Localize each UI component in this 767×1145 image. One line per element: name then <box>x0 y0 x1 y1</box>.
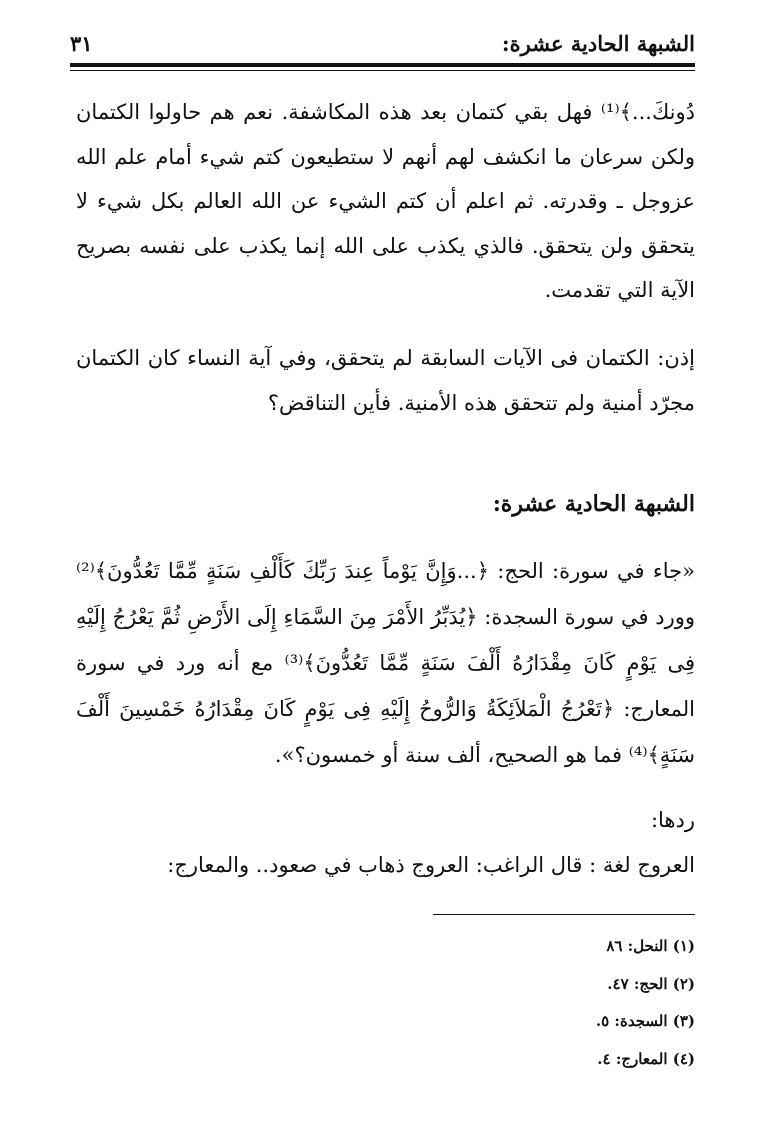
footnote-item: (٣) السجدة: ٥. <box>595 1012 695 1030</box>
footnote-item: (١) النحل: ٨٦ <box>606 937 695 955</box>
running-title: الشبهة الحادية عشرة: <box>501 30 695 56</box>
body-paragraph-3: «جاء في سورة: الحج: ﴿...وَإِنَّ يَوْماً عِندَ رَبِّكَ كَأَلْفِ سَنَةٍ مِّمَّا تَعُدُّونَ﴾⁽²⁾ وورد في سورة السجدة: ﴿يُدَبِّرُ الأَمْرَ مِنَ السَّمَاءِ إِلَى الأَرْضِ ثُمَّ يَعْرُجُ إِلَيْهِ فِى يَوْمٍ كَانَ مِقْدَارُهُ أَلْفَ سَنَةٍ مِّمَّا تَعُدُّونَ﴾⁽³⁾ مع أنه ورد في سورة المعارج: ﴿تَعْرُجُ الْمَلاَئِكَةُ وَالرُّوحُ إِلَيْهِ فِى يَوْمٍ كَانَ مِقْدَارُهُ خَمْسِينَ أَلْفَ سَنَةٍ﴾⁽⁴⁾ فما هو الصحيح، ألف سنة أو خمسون؟». <box>76 559 695 767</box>
header-rule-thin <box>70 70 695 71</box>
header-rule-thick <box>70 63 695 67</box>
footnote-separator <box>433 914 695 915</box>
footnote-item: (٤) المعارج: ٤. <box>597 1049 695 1068</box>
running-header <box>70 26 695 60</box>
body-paragraph-2: إذن: الكتمان فى الآيات السابقة لم يتحقق، وفي آية النساء كان الكتمان مجرّد أمنية ولم تتحقق هذه الأمنية. فأين التناقض؟ <box>76 346 695 415</box>
body-paragraph-4: العروج لغة : قال الراغب: العروج ذهاب في صعود.. والمعارج: <box>167 853 695 877</box>
page-number: ٣١ <box>70 30 93 56</box>
section-heading: الشبهة الحادية عشرة: <box>492 491 695 517</box>
body-paragraph-1: دُونكَ...﴾⁽¹⁾ فهل بقي كتمان بعد هذه المكاشفة. نعم هم حاولوا الكتمان ولكن سرعان ما انكشف لهم أنهم لا ستطيعون كتم شيء أمام علم الله عزوجل ـ وقدرته. ثم اعلم أن كتم الشيء عن الله العالم بكل شيء لا يتحقق ولن يتحقق. فالذي يكذب على الله إنما يكذب على نفسه بصريح الآية التي تقدمت. <box>76 100 695 302</box>
reply-label: ردها: <box>650 808 695 832</box>
footnote-item: (٢) الحج: ٤٧. <box>607 974 695 993</box>
footnote-list <box>295 928 695 1078</box>
